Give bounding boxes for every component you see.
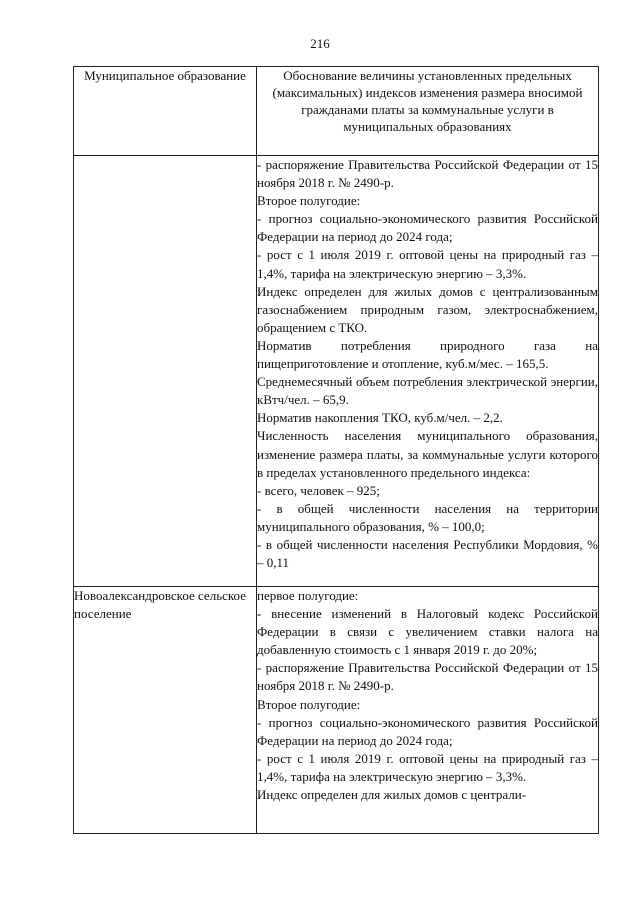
justification-line: Второе полугодие: (257, 193, 361, 209)
header-municipality: Муниципальное образование (74, 67, 257, 156)
table-row (74, 587, 599, 834)
justification-line: - прогноз социально-экономического развития Российской Федерации на период до 2024 года; (257, 714, 598, 748)
page-number: 216 (310, 36, 330, 51)
justification-line: Второе полугодие: (257, 696, 361, 712)
justification-line: - в общей численности населения на территории муниципального образования, % – 100,0; (257, 500, 598, 534)
table-header-row (74, 67, 599, 156)
justification-line: - рост с 1 июля 2019 г. оптовой цены на природный газ – 1,4%, тарифа на электрическую энергию – 3,3%. (257, 247, 598, 281)
justification-line: Индекс определен для жилых домов с централи- (257, 787, 527, 803)
justification-line: Среднемесячный объем потребления электрической энергии, кВтч/чел. – 65,9. (257, 374, 598, 408)
table-row (74, 156, 599, 587)
justification-cell (257, 587, 599, 834)
justification-cell (257, 156, 599, 587)
justification-line: Численность населения муниципального образования, изменение размера платы, за коммунальные услуги которого в пределах установленного предельного индекса: (257, 428, 598, 480)
justification-line: - в общей численности населения Республики Мордовия, % – 0,11 (257, 536, 598, 571)
justification-line: первое полугодие: (257, 588, 359, 603)
municipality-cell: Новоалександровское сельское поселение (74, 587, 257, 834)
justification-line: - распоряжение Правительства Российской Федерации от 15 ноября 2018 г. № 2490-р. (257, 157, 598, 191)
justification-line: - внесение изменений в Налоговый кодекс Российской Федерации в связи с увеличением ставки налога на добавленную стоимость с 1 января 2019 г. до 20%; (257, 606, 598, 658)
municipal-index-table (73, 66, 599, 834)
justification-line: - распоряжение Правительства Российской Федерации от 15 ноября 2018 г. № 2490-р. (257, 660, 598, 694)
justification-line: Норматив накопления ТКО, куб.м/чел. – 2,2. (257, 410, 503, 426)
header-justification: Обоснование величины установленных предельных (максимальных) индексов изменения размера вносимой гражданами платы за коммунальные услуги в муниципальных образованиях (257, 67, 599, 156)
justification-line: - всего, человек – 925; (257, 482, 380, 498)
justification-line: Индекс определен для жилых домов с централизованным газоснабжением природным газом, электроснабжением, обращением с ТКО. (257, 283, 598, 335)
justification-line: Норматив потребления природного газа на пищеприготовление и отопление, куб.м/мес. – 165,5. (257, 337, 598, 372)
municipality-cell (74, 156, 257, 587)
justification-line: - прогноз социально-экономического развития Российской Федерации на период до 2024 года; (257, 211, 598, 245)
justification-line: - рост с 1 июля 2019 г. оптовой цены на природный газ – 1,4%, тарифа на электрическую энергию – 3,3%. (257, 750, 598, 784)
